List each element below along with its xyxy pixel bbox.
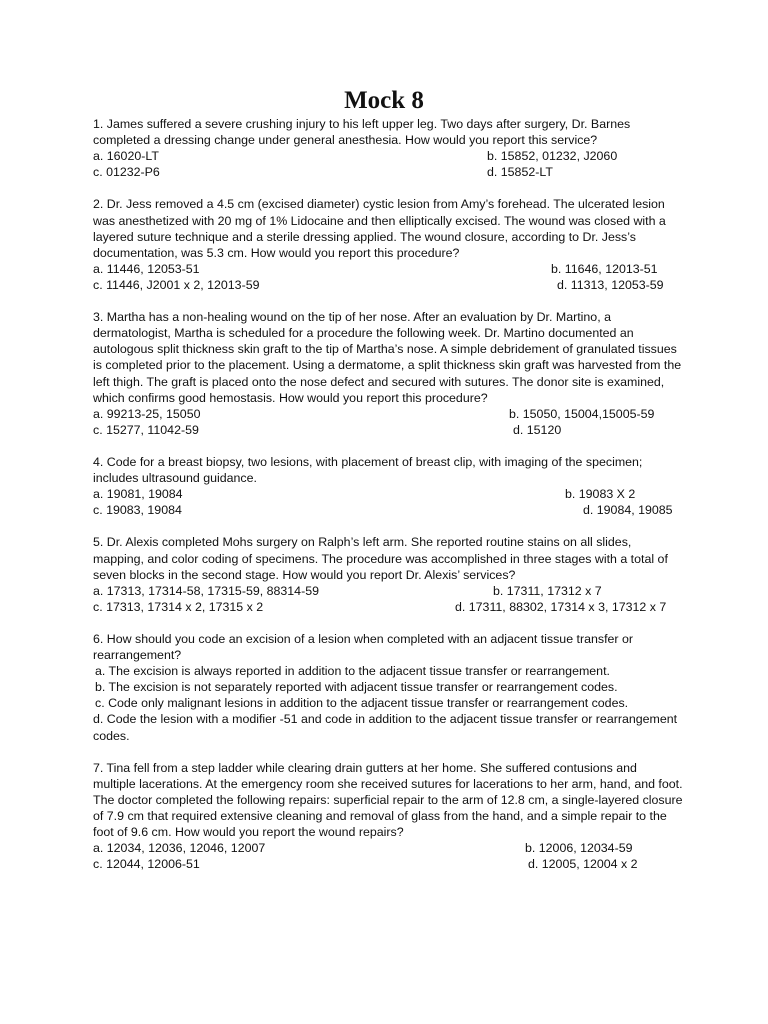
choice-d: d. 12005, 12004 x 2 <box>528 857 638 872</box>
choice-d: d. Code the lesion with a modifier -51 and code in addition to the adjacent tissue transfer or rearrangement codes. <box>93 712 678 743</box>
answer-choices <box>93 663 683 743</box>
choice-a: a. 17313, 17314-58, 17315-59, 88314-59 <box>93 583 319 598</box>
question-stem: 1. James suffered a severe crushing injury to his left upper leg. Two days after surgery, Dr. Barnes completed a dressing change under general anesthesia. How would you report this service? <box>93 117 631 148</box>
choice-d: d. 15852-LT <box>487 165 553 180</box>
choice-c: c. 01232-P6 <box>93 165 160 180</box>
question-7 <box>93 760 683 873</box>
question-1 <box>93 116 683 180</box>
question-stem: 6. How should you code an excision of a lesion when completed with an adjacent tissue transfer or rearrangement? <box>93 632 633 663</box>
question-4 <box>93 454 683 518</box>
choice-b: b. 11646, 12013-51 <box>551 261 658 276</box>
choice-row <box>93 422 683 438</box>
question-stem: 7. Tina fell from a step ladder while clearing drain gutters at her home. She suffered contusions and multiple lacerations. At the emergency room she received sutures for lacerations to her arm, hand, and foot. The doctor completed the following repairs: superficial repair to the arm of 12.8 cm, a single-layered closure of 7.9 cm that required extensive cleaning and removal of glass from the hand, and a simple repair to the foot of 9.6 cm. How would you report the wound repairs? <box>93 760 683 840</box>
choice-c: c. 17313, 17314 x 2, 17315 x 2 <box>93 599 264 614</box>
choice-a: a. 11446, 12053-51 <box>93 261 200 276</box>
question-2 <box>93 196 683 293</box>
choice-row <box>93 261 683 277</box>
choice-a: a. 99213-25, 15050 <box>93 406 201 421</box>
choice-b: b. 17311, 17312 x 7 <box>493 583 602 598</box>
choice-row <box>93 277 683 293</box>
choice-d: d. 17311, 88302, 17314 x 3, 17312 x 7 <box>455 599 667 614</box>
page-title: Mock 8 <box>344 87 424 114</box>
question-stem: 2. Dr. Jess removed a 4.5 cm (excised diameter) cystic lesion from Amy’s forehead. The ulcerated lesion was anesthetized with 20 mg of 1% Lidocaine and then elliptically excised. The wound was closed with a layered suture technique and a sterile dressing applied. The wound closure, according to Dr. Jess’s documentation, was 5.3 cm. How would you report this procedure? <box>93 197 666 260</box>
choice-c: c. 19083, 19084 <box>93 503 182 518</box>
choice-b: b. 19083 X 2 <box>565 487 636 502</box>
question-stem: 3. Martha has a non-healing wound on the tip of her nose. After an evaluation by Dr. Martino, a dermatologist, Martha is scheduled for a procedure the following week. Dr. Martino documented an autologous split thickness skin graft to the tip of Martha’s nose. A simple debridement of granulated tissues is completed prior to the placement. Using a dermatome, a split thickness skin graft was harvested from the left thigh. The graft is placed onto the nose defect and secured with sutures. The donor site is examined, which confirms good hemostasis. How would you report this procedure? <box>93 310 682 405</box>
choice-row <box>93 599 683 615</box>
choice-row <box>93 856 683 872</box>
choice-a: a. The excision is always reported in addition to the adjacent tissue transfer or rearrangement. <box>95 664 610 679</box>
choice-row <box>93 840 683 856</box>
question-5 <box>93 534 683 614</box>
choice-row <box>93 486 683 502</box>
choice-row <box>93 583 683 599</box>
question-3 <box>93 309 683 438</box>
choice-d: d. 19084, 19085 <box>583 503 673 518</box>
choice-b: b. The excision is not separately reported with adjacent tissue transfer or rearrangement codes. <box>95 680 618 695</box>
choice-b: b. 15050, 15004,15005-59 <box>509 406 655 421</box>
question-stem: 5. Dr. Alexis completed Mohs surgery on Ralph’s left arm. She reported routine stains on all slides, mapping, and color coding of specimens. The procedure was accomplished in three stages with a total of seven blocks in the second stage. How would you report Dr. Alexis’ services? <box>93 535 668 582</box>
choice-d: d. 15120 <box>513 422 562 437</box>
question-list <box>93 116 683 889</box>
choice-row <box>93 148 683 164</box>
choice-c: c. Code only malignant lesions in addition to the adjacent tissue transfer or rearrangement codes. <box>95 696 629 711</box>
answer-choices <box>93 261 683 293</box>
answer-choices <box>93 583 683 615</box>
answer-choices <box>93 486 683 518</box>
choice-d: d. 11313, 12053-59 <box>557 277 664 292</box>
question-6 <box>93 631 683 744</box>
choice-row <box>93 502 683 518</box>
choice-b: b. 12006, 12034-59 <box>525 841 633 856</box>
choice-b: b. 15852, 01232, J2060 <box>487 149 618 164</box>
answer-choices <box>93 840 683 872</box>
choice-c: c. 11446, J2001 x 2, 12013-59 <box>93 277 260 292</box>
answer-choices <box>93 406 683 438</box>
choice-row <box>93 406 683 422</box>
choice-c: c. 15277, 11042-59 <box>93 422 199 437</box>
choice-c: c. 12044, 12006-51 <box>93 857 200 872</box>
choice-a: a. 19081, 19084 <box>93 487 183 502</box>
choice-a: a. 16020-LT <box>93 149 159 164</box>
question-stem: 4. Code for a breast biopsy, two lesions, with placement of breast clip, with imaging of the specimen; includes ultrasound guidance. <box>93 454 643 486</box>
choice-row <box>93 164 683 180</box>
answer-choices <box>93 148 683 180</box>
choice-a: a. 12034, 12036, 12046, 12007 <box>93 841 266 856</box>
